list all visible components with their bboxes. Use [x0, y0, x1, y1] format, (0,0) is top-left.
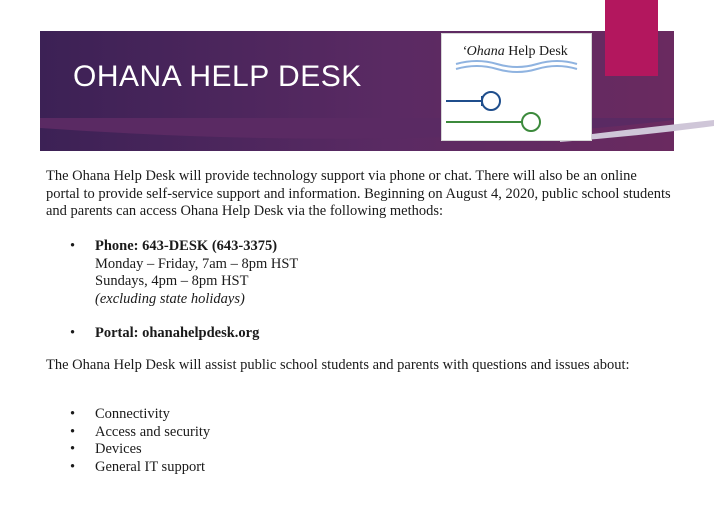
logo-brand: ‘Ohana [462, 44, 505, 59]
list-item: • General IT support [70, 459, 210, 477]
accent-tab [605, 0, 658, 76]
holiday-note: (excluding state holidays) [95, 290, 245, 307]
assist-text: The Ohana Help Desk will assist public school students and parents with questions and issues about: [46, 357, 630, 373]
hours-weekday: Monday – Friday, 7am – 8pm HST [95, 255, 299, 272]
intro-paragraph [46, 168, 671, 221]
ohana-logo [441, 33, 592, 141]
hours-sunday: Sundays, 4pm – 8pm HST [95, 273, 249, 289]
list-item: • Connectivity [70, 406, 210, 424]
list-item-phone [70, 238, 298, 308]
contact-methods-list [70, 238, 298, 343]
portal-label: • Portal: ohanahelpdesk.org [95, 325, 260, 341]
phone-label: • Phone: 643-DESK (643-3375) [95, 238, 278, 254]
topics-list [70, 406, 210, 476]
logo-graphic [442, 34, 591, 140]
intro-text: The Ohana Help Desk will provide technology support via phone or chat. There will also be an online portal to provide self-service support and information. Beginning on August 4, 2020, public school students and parents can access Ohana Help Desk via the following methods: [46, 168, 671, 219]
list-item: • Devices [70, 441, 210, 459]
assist-paragraph [46, 357, 671, 375]
list-item-portal [70, 325, 298, 343]
logo-suffix: Help Desk [504, 44, 568, 59]
list-item: • Access and security [70, 424, 210, 442]
slide-title: OHANA HELP DESK [73, 60, 362, 93]
